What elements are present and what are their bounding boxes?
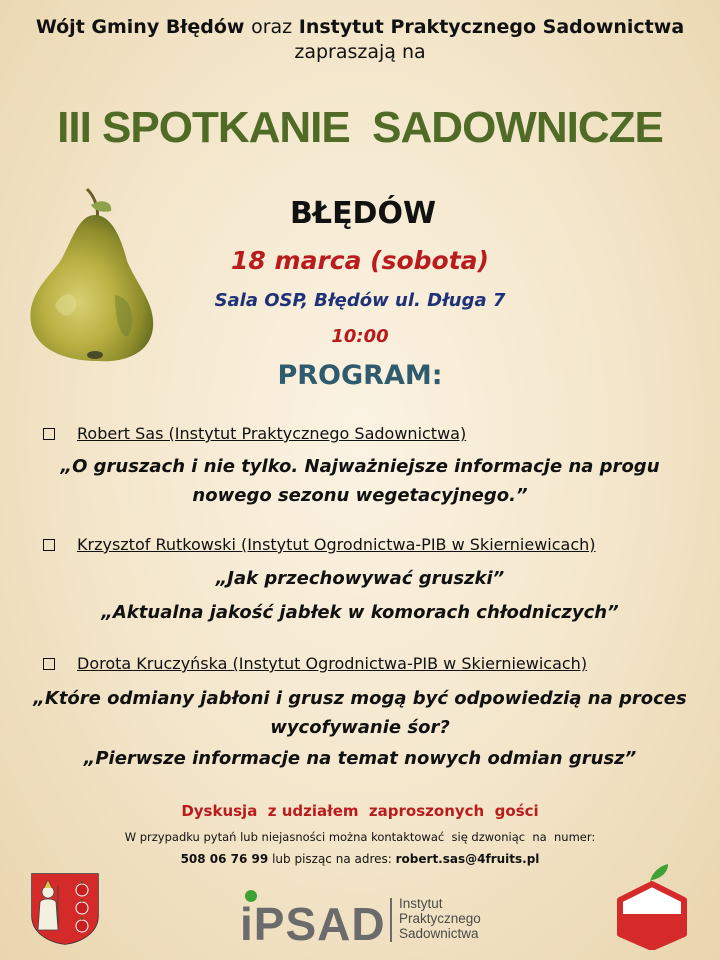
ipsad-logo bbox=[240, 888, 520, 948]
talk-title: „Aktualna jakość jabłek w komorach chłodniczych” bbox=[101, 602, 619, 623]
apple-logo bbox=[612, 860, 692, 950]
speaker-name: Dorota Kruczyńska (Instytut Ogrodnictwa-PIB w Skierniewicach) bbox=[77, 654, 588, 673]
email-address: robert.sas@4fruits.pl bbox=[395, 852, 540, 866]
header-organizers bbox=[0, 16, 720, 38]
ipsad-mark-text: iPSAD bbox=[240, 898, 386, 948]
discussion-note: Dyskusja z udziałem zaproszonych gości bbox=[181, 802, 539, 820]
checkbox-icon bbox=[43, 658, 55, 670]
talk-title: „Pierwsze informacje na temat nowych odmian grusz” bbox=[83, 748, 637, 769]
event-title: III SPOTKANIE SADOWNICZE bbox=[57, 103, 663, 152]
checkbox-icon bbox=[43, 428, 55, 440]
ipsad-divider bbox=[390, 898, 392, 942]
event-date: 18 marca (sobota) bbox=[231, 246, 489, 275]
event-town: BŁĘDÓW bbox=[289, 196, 437, 231]
ipsad-name-line: Instytut bbox=[399, 896, 443, 911]
organizer-1: Wójt Gminy Błędów bbox=[35, 16, 245, 38]
organizer-2: Instytut Praktycznego Sadownictwa bbox=[298, 16, 685, 38]
talk-title bbox=[0, 684, 720, 742]
program-label: PROGRAM: bbox=[277, 360, 443, 391]
talk-title-text: „O gruszach i nie tylko. Najważniejsze informacje na progu nowego sezonu wegetacyjnego.” bbox=[60, 456, 660, 506]
ipsad-name-line: Praktycznego bbox=[399, 911, 481, 926]
speaker-name: Robert Sas (Instytut Praktycznego Sadownictwa) bbox=[77, 424, 467, 443]
speaker-dorota-kruczynska bbox=[43, 654, 587, 673]
coat-of-arms-logo bbox=[30, 872, 100, 946]
speaker-name: Krzysztof Rutkowski (Instytut Ogrodnictwa-PIB w Skierniewicach) bbox=[77, 535, 596, 554]
event-time: 10:00 bbox=[331, 326, 389, 347]
invite-text: zapraszają na bbox=[294, 41, 426, 63]
conjunction: oraz bbox=[251, 16, 293, 38]
talk-title: „Jak przechowywać gruszki” bbox=[215, 568, 505, 589]
contact-or-text: lub pisząc na adres: bbox=[272, 852, 392, 866]
ipsad-name bbox=[399, 896, 481, 941]
event-venue: Sala OSP, Błędów ul. Długa 7 bbox=[214, 290, 506, 311]
speaker-robert-sas bbox=[43, 424, 466, 443]
contact-info: W przypadku pytań lub niejasności można kontaktować się dzwoniąc na numer: bbox=[124, 830, 596, 844]
talk-title bbox=[0, 452, 720, 510]
ipsad-name-line: Sadownictwa bbox=[399, 926, 479, 941]
checkbox-icon bbox=[43, 539, 55, 551]
talk-title-text: „Które odmiany jabłoni i grusz mogą być odpowiedzią na proces wycofywanie śor? bbox=[33, 688, 687, 738]
ipsad-mark bbox=[240, 888, 388, 948]
phone-number: 508 06 76 99 bbox=[180, 852, 269, 866]
speaker-krzysztof-rutkowski bbox=[43, 535, 596, 554]
